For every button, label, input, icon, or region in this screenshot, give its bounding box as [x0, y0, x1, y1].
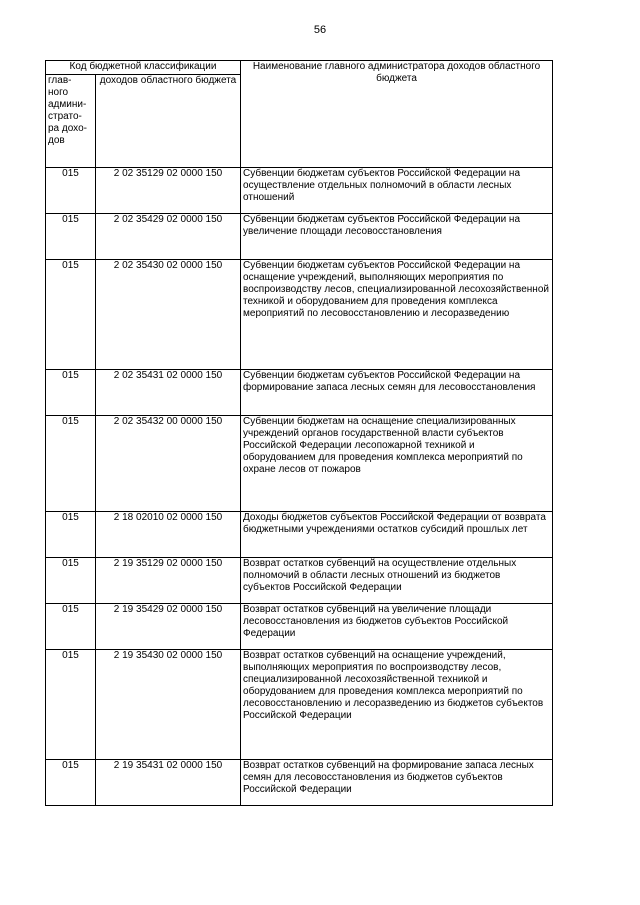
table-row [46, 168, 553, 214]
admin-code-cell: 015 [46, 214, 96, 260]
income-name-cell: Доходы бюджетов субъектов Российской Федерации от возврата бюджетными учреждениями остатков субсидий прошлых лет [241, 512, 553, 558]
admin-code-cell: 015 [46, 260, 96, 370]
admin-code-cell: 015 [46, 370, 96, 416]
table-row [46, 370, 553, 416]
table-row [46, 512, 553, 558]
table-row [46, 760, 553, 806]
table-row [46, 650, 553, 760]
income-name-cell: Субвенции бюджетам субъектов Российской Федерации на оснащение учреждений, выполняющих мероприятия по воспроизводству лесов, специализированной лесохозяйственной техникой и оборудованием для проведения комплекса мероприятий по лесовосстановлению и лесоразведению [241, 260, 553, 370]
income-name-cell: Субвенции бюджетам субъектов Российской Федерации на увеличение площади лесовосстановления [241, 214, 553, 260]
admin-code-cell: 015 [46, 168, 96, 214]
admin-code-cell: 015 [46, 760, 96, 806]
income-name-cell: Субвенции бюджетам на оснащение специализированных учреждений органов государственной власти субъектов Российской Федерации лесопожарной техникой и оборудованием для проведения комплекса мероприятий по охране лесов от пожаров [241, 416, 553, 512]
table-row [46, 416, 553, 512]
administrator-name-header: Наименование главного администратора доходов областного бюджета [241, 61, 553, 168]
income-code-cell: 2 18 02010 02 0000 150 [96, 512, 241, 558]
table-body [46, 168, 553, 806]
income-name-cell: Возврат остатков субвенций на осуществление отдельных полномочий в области лесных отношений из бюджетов субъектов Российской Федерации [241, 558, 553, 604]
admin-code-cell: 015 [46, 512, 96, 558]
income-code-cell: 2 02 35429 02 0000 150 [96, 214, 241, 260]
table-row [46, 604, 553, 650]
table-row [46, 558, 553, 604]
admin-code-cell: 015 [46, 650, 96, 760]
income-code-cell: 2 19 35431 02 0000 150 [96, 760, 241, 806]
income-code-cell: 2 19 35429 02 0000 150 [96, 604, 241, 650]
table-header [46, 61, 553, 168]
income-code-cell: 2 02 35430 02 0000 150 [96, 260, 241, 370]
income-name-cell: Возврат остатков субвенций на увеличение площади лесовосстановления из бюджетов субъектов Российской Федерации [241, 604, 553, 650]
regional-income-header: доходов областного бюджета [96, 75, 241, 168]
admin-code-cell: 015 [46, 416, 96, 512]
table-row [46, 260, 553, 370]
income-name-cell: Субвенции бюджетам субъектов Российской Федерации на осуществление отдельных полномочий в области лесных отношений [241, 168, 553, 214]
income-code-cell: 2 02 35129 02 0000 150 [96, 168, 241, 214]
income-code-cell: 2 02 35431 02 0000 150 [96, 370, 241, 416]
budget-classification-table [45, 60, 553, 806]
income-code-cell: 2 02 35432 00 0000 150 [96, 416, 241, 512]
admin-code-cell: 015 [46, 604, 96, 650]
income-name-cell: Субвенции бюджетам субъектов Российской Федерации на формирование запаса лесных семян для лесовосстановления [241, 370, 553, 416]
income-name-cell: Возврат остатков субвенций на оснащение учреждений, выполняющих мероприятия по воспроизводству лесов, специализированной лесохозяйственной техникой и оборудованием для проведения комплекса мероприятий по лесовосстановлению и лесоразведению из бюджетов субъектов Российской Федерации [241, 650, 553, 760]
table-row [46, 214, 553, 260]
main-administrator-header: глав- ного админи- страто- ра дохо- дов [46, 75, 96, 168]
admin-code-cell: 015 [46, 558, 96, 604]
income-code-cell: 2 19 35430 02 0000 150 [96, 650, 241, 760]
income-name-cell: Возврат остатков субвенций на формирование запаса лесных семян для лесовосстановления из бюджетов субъектов Российской Федерации [241, 760, 553, 806]
page-number: 56 [313, 24, 327, 36]
budget-code-group-header: Код бюджетной классификации [46, 61, 241, 75]
income-code-cell: 2 19 35129 02 0000 150 [96, 558, 241, 604]
